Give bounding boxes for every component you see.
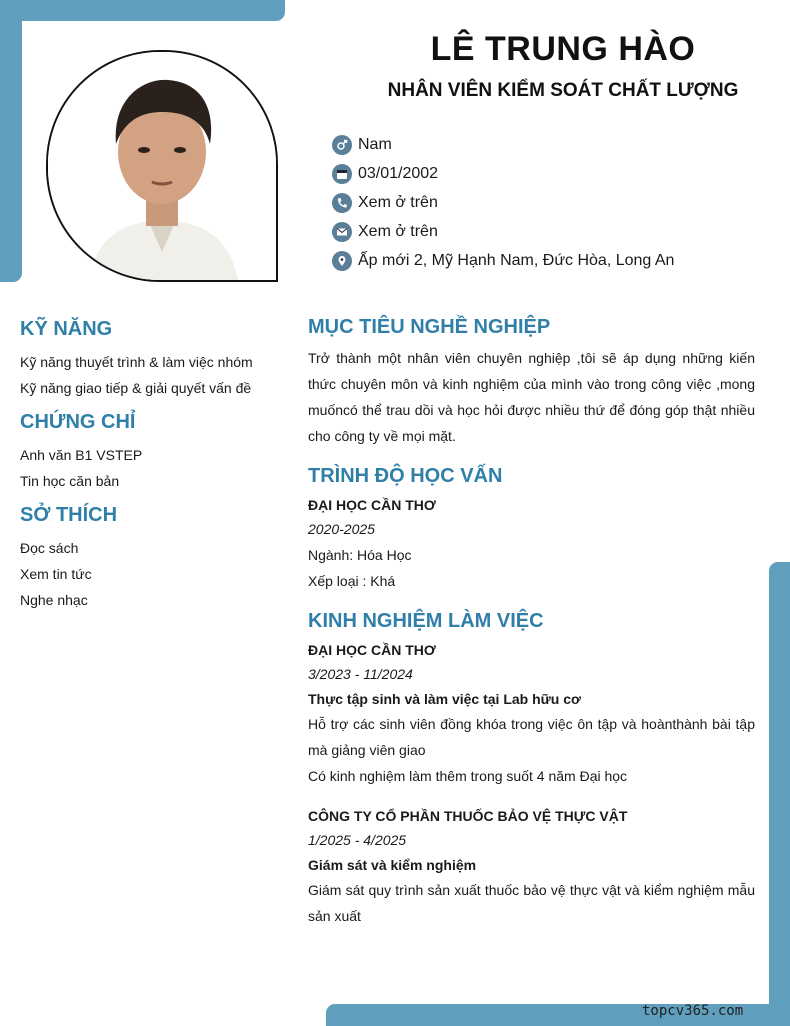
contact-address-text: Ấp mới 2, Mỹ Hạnh Nam, Đức Hòa, Long An [358, 251, 675, 269]
experience-desc: Giám sát quy trình sản xuất thuốc bảo vệ thực vật và kiểm nghiệm mẫu sản xuất [308, 882, 755, 924]
education-period: 2020-2025 [308, 521, 375, 537]
right-column [308, 316, 755, 945]
corner-decoration-top [0, 0, 285, 21]
contact-birthday [332, 159, 674, 188]
experience-section [308, 610, 755, 929]
left-column [20, 318, 280, 623]
education-major: Ngành: Hóa Học [308, 547, 412, 563]
objective-heading: MỤC TIÊU NGHỀ NGHIỆP [308, 316, 551, 338]
location-icon [332, 251, 352, 271]
experience-entry [308, 805, 755, 929]
candidate-name: LÊ TRUNG HÀO [430, 30, 696, 68]
hobby-item: Nghe nhạc [20, 592, 88, 608]
gender-icon [332, 135, 352, 155]
contact-address [332, 246, 674, 275]
certificates-section [20, 411, 280, 494]
experience-entry [308, 639, 755, 789]
contact-phone-text: Xem ở trên [358, 193, 438, 211]
experience-heading: KINH NGHIỆM LÀM VIỆC [308, 610, 544, 632]
certificate-item: Anh văn B1 VSTEP [20, 447, 143, 463]
corner-decoration-left [0, 0, 22, 282]
profile-photo [46, 50, 278, 282]
contact-info [332, 130, 674, 275]
calendar-icon [332, 164, 352, 184]
contact-email [332, 217, 674, 246]
job-title: NHÂN VIÊN KIỂM SOÁT CHẤT LƯỢNG [387, 80, 739, 101]
profile-photo-illustration [48, 52, 276, 280]
skills-heading: KỸ NĂNG [20, 318, 113, 340]
corner-decoration-right [769, 562, 790, 1026]
contact-gender [332, 130, 674, 159]
education-heading: TRÌNH ĐỘ HỌC VẤN [308, 465, 503, 487]
education-school: ĐẠI HỌC CẦN THƠ [308, 497, 436, 513]
email-icon [332, 222, 352, 242]
contact-gender-text: Nam [358, 135, 392, 153]
skill-item: Kỹ năng thuyết trình & làm việc nhóm [20, 354, 253, 370]
experience-org: CÔNG TY CỔ PHẦN THUỐC BẢO VỆ THỰC VẬT [308, 808, 628, 824]
hobby-item: Đọc sách [20, 540, 79, 556]
experience-period: 1/2025 - 4/2025 [308, 832, 407, 848]
experience-role: Giám sát và kiểm nghiệm [308, 857, 477, 873]
education-section [308, 465, 755, 594]
objective-section [308, 316, 755, 449]
skills-section [20, 318, 280, 401]
experience-role: Thực tập sinh và làm việc tại Lab hữu cơ [308, 691, 581, 707]
experience-period: 3/2023 - 11/2024 [308, 666, 413, 682]
experience-desc: Có kinh nghiệm làm thêm trong suốt 4 năm Đại học [308, 768, 628, 784]
hobbies-section [20, 504, 280, 613]
certificates-heading: CHỨNG CHỈ [20, 411, 136, 433]
objective-text: Trở thành một nhân viên chuyên nghiệp ,tôi sẽ áp dụng những kiến thức chuyên môn và kinh nghiệm của mình vào trong công việc ,mong muốncó thể trau dồi và học hỏi được nhiều thứ để đóng góp thật nhiều cho công ty về mọi mặt. [308, 350, 755, 444]
phone-icon [332, 193, 352, 213]
experience-org: ĐẠI HỌC CẦN THƠ [308, 642, 436, 658]
skill-item: Kỹ năng giao tiếp & giải quyết vấn đề [20, 380, 252, 396]
watermark-text: topcv365.com [642, 1003, 744, 1019]
hobby-item: Xem tin tức [20, 566, 92, 582]
contact-birthday-text: 03/01/2002 [358, 164, 439, 182]
experience-desc: Hỗ trợ các sinh viên đồng khóa trong việc ôn tập và hoànthành bài tập mà giảng viên giao [308, 716, 755, 758]
education-grade: Xếp loại : Khá [308, 573, 396, 589]
hobbies-heading: SỞ THÍCH [20, 504, 118, 526]
certificate-item: Tin học căn bản [20, 473, 120, 489]
contact-phone [332, 188, 674, 217]
contact-email-text: Xem ở trên [358, 222, 438, 240]
